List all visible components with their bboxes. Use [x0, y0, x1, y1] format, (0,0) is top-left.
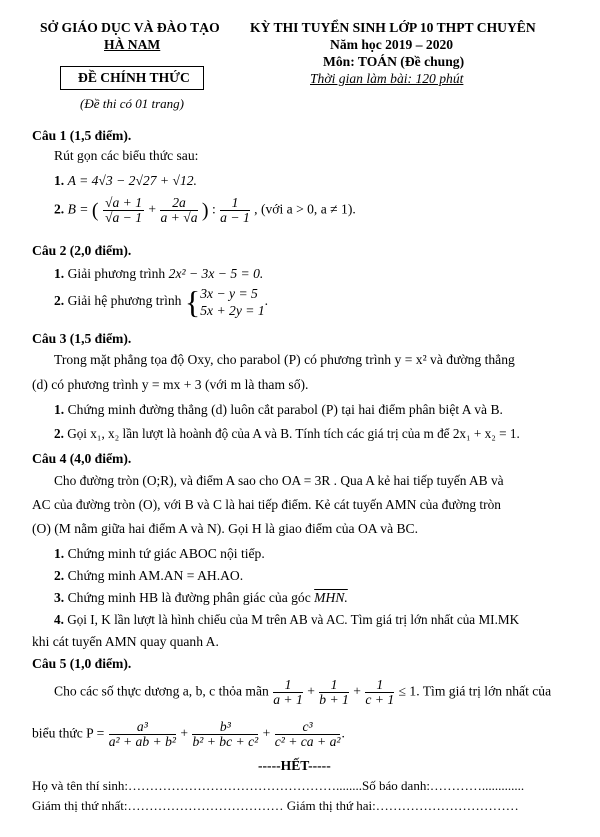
q4-part1-text: Chứng minh tứ giác ABOC nội tiếp. [67, 546, 265, 561]
q3-part1 [54, 402, 503, 418]
exam-title: KỲ THI TUYỂN SINH LỚP 10 THPT CHUYÊN [250, 20, 536, 35]
q2-title: Câu 2 (2,0 điểm). [32, 243, 132, 258]
fraction-numerator: 1 [365, 678, 394, 693]
official-exam-label: ĐỀ CHÍNH THỨC [78, 70, 190, 85]
fraction: $\frac{1}{a - 1}$ [220, 195, 250, 225]
fraction-numerator: a³ [109, 720, 176, 735]
q1-title: Câu 1 (1,5 điểm). [32, 128, 132, 143]
q1-part1-expr: A = 4√3 − 2√27 + √12. [67, 173, 197, 188]
q4-part3-angle: MHN. [314, 590, 348, 605]
q3-part2 [54, 426, 520, 442]
left-paren: ( [91, 199, 99, 222]
fraction-denominator: a + 1 [273, 692, 303, 707]
pages-note: (Đề thi có 01 trang) [80, 96, 184, 111]
q3-line2: (d) có phương trình y = mx + 3 (với m là tham số). [32, 377, 309, 392]
q2-part1-text: Giải phương trình [67, 266, 166, 281]
fraction [273, 678, 303, 707]
q2-part2: 2. Giải hệ phương trình { 3x − y = 5 5x + 2y = 1 . [54, 284, 269, 320]
school-year: Năm học 2019 – 2020 [330, 37, 454, 52]
equation-2: 5x + 2y = 1 [200, 303, 265, 318]
q4-part1-label: 1. [54, 546, 65, 561]
system-brace: { [184, 284, 201, 320]
q4-line1: Cho đường tròn (O;R), và điểm A sao cho OA = 3R . Qua A kẻ hai tiếp tuyến AB và [54, 473, 504, 488]
fraction-denominator: a² + ab + b² [108, 734, 176, 749]
fraction-numerator: b³ [192, 720, 258, 735]
fraction [319, 678, 349, 707]
q3-part2-text: Gọi x₁, x₂ lần lượt là hoành độ của A và B. Tính tích các giá trị của m để 2x₁ + x₂ = 1. [67, 426, 520, 441]
q2-part1-expr: 2x² − 3x − 5 = 0. [168, 266, 264, 281]
q4-part2 [54, 568, 243, 584]
q1-part2: 2. B = ( $\frac{√a + 1}{√a - 1}$ + $\frac{2a}{a + √a}$ ) : $\frac{1}{a - 1}$ , (với a > 0, a ≠ 1). [54, 195, 356, 225]
equation-system [200, 285, 264, 319]
q2-part1 [54, 266, 263, 282]
fraction: $\frac{√a + 1}{√a - 1}$ [104, 195, 143, 225]
subject: Môn: TOÁN (Đề chung) [323, 54, 465, 69]
q3-line1: Trong mặt phẳng tọa độ Oxy, cho parabol (P) có phương trình y = x² và đường thẳng [54, 352, 515, 367]
q3-part1-label: 1. [54, 402, 65, 417]
fraction-denominator: c² + ca + a² [274, 734, 341, 749]
q4-part1 [54, 546, 265, 562]
q2-part2-label: 2. [54, 293, 65, 309]
q4-part4-label: 4. [54, 612, 64, 627]
q5-line1-tail: ≤ 1. Tìm giá trị lớn nhất của [398, 683, 552, 699]
fraction-numerator: 1 [273, 678, 303, 693]
fraction: $\frac{2a}{a + √a}$ [160, 195, 198, 225]
q2-part1-label: 1. [54, 266, 65, 281]
q5-line1: Cho các số thực dương a, b, c thỏa mãn $\frac{1}{a + 1}$ + $\frac{1}{b + 1}$ + $\frac{1}{c + 1}$ ≤ 1. Tìm giá trị lớn nhất của [54, 677, 552, 707]
q4-title: Câu 4 (4,0 điểm). [32, 451, 132, 466]
q4-part4-line2: khi cát tuyến AMN quay quanh A. [32, 634, 219, 649]
q4-part4 [54, 612, 519, 628]
q1-part2-label: 2. [54, 201, 65, 217]
fraction [192, 720, 258, 749]
end-marker: -----HẾT----- [258, 758, 331, 773]
department-province: HÀ NAM [104, 37, 161, 52]
fraction-denominator: b² + bc + c² [192, 734, 259, 749]
department-name: SỞ GIÁO DỤC VÀ ĐÀO TẠO [40, 20, 220, 35]
q1-intro: Rút gọn các biểu thức sau: [54, 148, 199, 163]
q2-part2-text: Giải hệ phương trình [67, 293, 182, 309]
q5-line2-text: biểu thức P = [32, 725, 105, 741]
q4-line3: (O) (M nằm giữa hai điểm A và N). Gọi H là giao điểm của OA và BC. [32, 521, 419, 536]
q1-part2-prefix: B = [67, 201, 89, 217]
q4-line2: AC của đường tròn (O), với B và C là hai tiếp điểm. Kẻ cát tuyến AMN của đường tròn [32, 497, 501, 512]
fraction [109, 720, 176, 749]
q4-part2-label: 2. [54, 568, 65, 583]
supervisors-line: Giám thị thứ nhất:……………………………… Giám thị thứ hai:…………………………… [32, 798, 519, 813]
q1-part1 [54, 173, 197, 189]
q1-part1-label: 1. [54, 173, 65, 188]
q3-part1-text: Chứng minh đường thẳng (d) luôn cắt parabol (P) tại hai điểm phân biệt A và B. [67, 402, 503, 417]
fraction-denominator: c + 1 [365, 692, 395, 707]
q3-part2-label: 2. [54, 426, 64, 441]
q5-title: Câu 5 (1,0 điểm). [32, 656, 132, 671]
time-limit: Thời gian làm bài: 120 phút [310, 71, 464, 86]
fraction-numerator: c³ [275, 720, 341, 735]
q4-part3 [54, 590, 348, 606]
fraction [365, 678, 394, 707]
q1-part2-condition: , (với a > 0, a ≠ 1). [254, 201, 356, 217]
q5-line1-text: Cho các số thực dương a, b, c thỏa mãn [54, 683, 269, 699]
q4-part3-text: Chứng minh HB là đường phân giác của góc [67, 590, 311, 605]
fraction [275, 720, 341, 749]
fraction-numerator: 1 [319, 678, 349, 693]
q4-part3-label: 3. [54, 590, 65, 605]
candidate-line: Họ và tên thí sinh:…………………………………………........Số báo danh:…………............. [32, 778, 525, 793]
q3-title: Câu 3 (1,5 điểm). [32, 331, 132, 346]
right-paren: ) [201, 199, 209, 222]
q4-part2-text: Chứng minh AM.AN = AH.AO. [67, 568, 244, 583]
q5-line2: biểu thức P = $\frac{\text{a³}}{\text{a² + ab + b²}}$ + $\frac{\text{b³}}{\text{b² + bc + c²}}$ + $\frac{\text{c³}}{\text{c² + ca + a²}}$ . [32, 719, 345, 749]
q4-part4-text: Gọi I, K lần lượt là hình chiếu của M trên AB và AC. Tìm giá trị lớn nhất của MI.MK [67, 612, 520, 627]
equation-1: 3x − y = 5 [200, 286, 258, 301]
fraction-denominator: b + 1 [319, 692, 349, 707]
